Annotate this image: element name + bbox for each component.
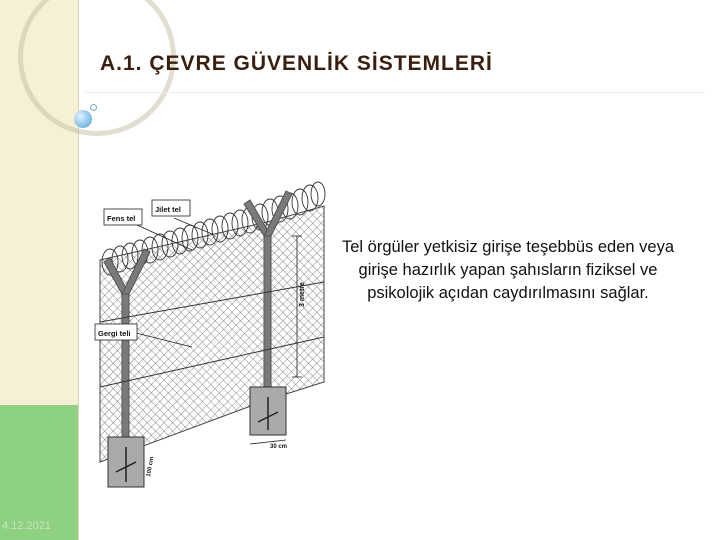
decorative-bubble-large (74, 110, 92, 128)
height-dimension-label: 3 metre (299, 282, 306, 307)
width-dimension-label: 30 cm (270, 444, 288, 450)
slide-body-text: Tel örgüler yetkisiz girişe teşebbüs eden veya girişe hazırlık yapan şahısların fiziksel ve psikolojik açıdan caydırılmasını sağlar. (341, 238, 674, 302)
label-fence-wire-box (104, 209, 142, 225)
label-razor-wire-box (152, 200, 190, 216)
label-tension-wire: Gergi teli (98, 329, 131, 338)
slide-title: A.1. ÇEVRE GÜVENLİK SİSTEMLERİ (100, 52, 493, 75)
slide-date: 4.12.2021 (2, 520, 51, 532)
fence-illustration (92, 172, 328, 497)
title-divider (85, 92, 705, 93)
decorative-bubble-small (90, 104, 97, 111)
depth-dimension-label: 100 cm (146, 456, 156, 478)
label-razor-wire: Jilet tel (155, 205, 181, 214)
label-fence-wire: Fens tel (107, 214, 136, 223)
label-tension-wire-box (95, 324, 137, 340)
